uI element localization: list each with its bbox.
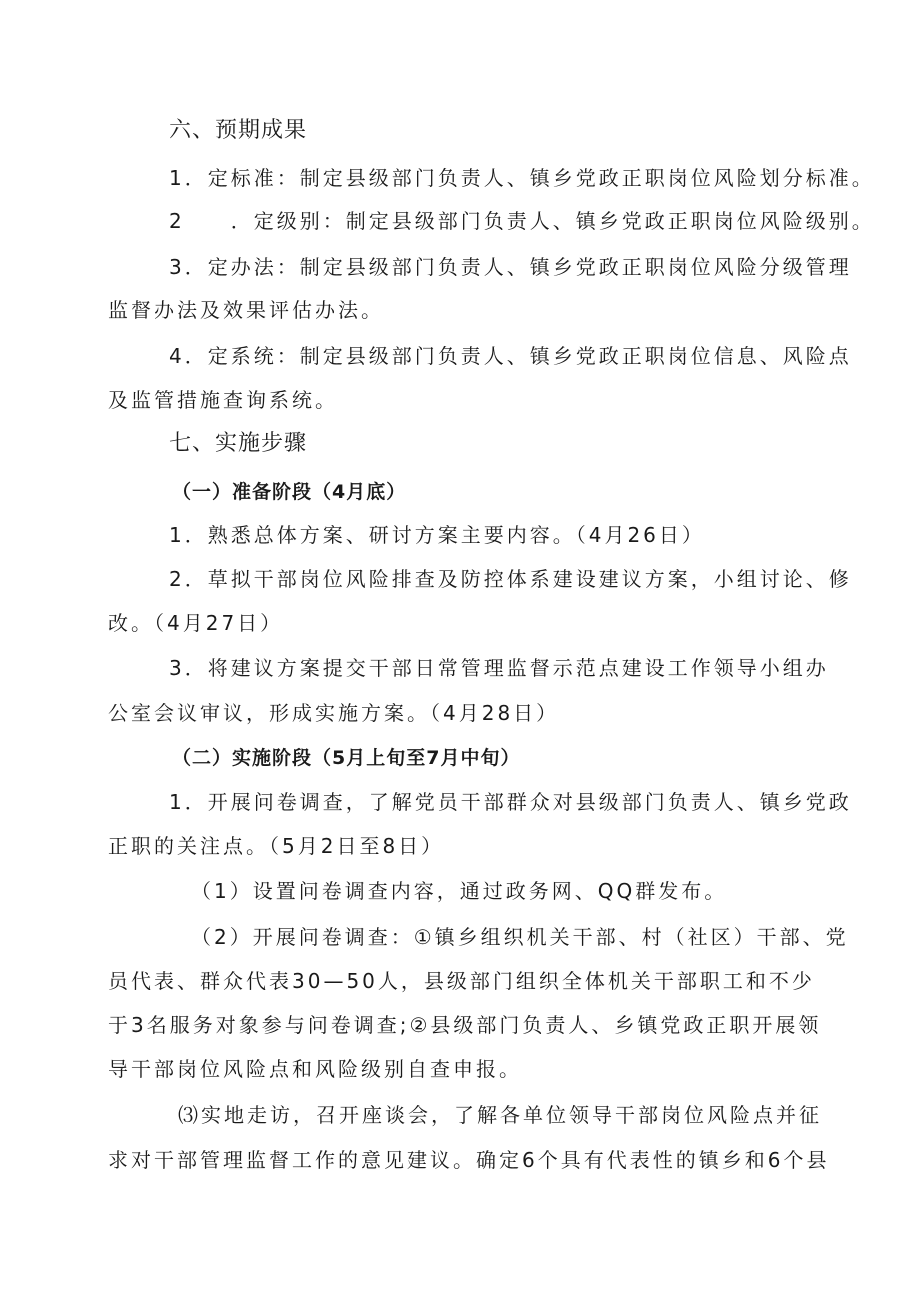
result-item-1: 1．定标准：制定县级部门负责人、镇乡党政正职岗位风险划分标准。 bbox=[169, 166, 875, 190]
impl-sub-3-line-1: ⑶实地走访，召开座谈会，了解各单位领导干部岗位风险点并征 bbox=[178, 1103, 822, 1127]
phase-heading-implementation: （二）实施阶段（5月上旬至7月中旬） bbox=[172, 747, 521, 769]
section-heading-implementation-steps: 七、实施步骤 bbox=[169, 431, 308, 456]
prep-item-2-line-1: 2．草拟干部岗位风险排查及防控体系建设建议方案，小组讨论、修 bbox=[169, 567, 852, 591]
impl-sub-1: （1）设置问卷调查内容，通过政务网、QQ群发布。 bbox=[191, 879, 728, 903]
prep-item-3-line-2: 公室会议审议，形成实施方案。（4月28日） bbox=[108, 701, 560, 725]
result-item-4-line-1: 4．定系统：制定县级部门负责人、镇乡党政正职岗位信息、风险点 bbox=[169, 344, 852, 368]
prep-item-2-line-2: 改。（4月27日） bbox=[108, 611, 284, 635]
phase-heading-preparation: （一）准备阶段（4月底） bbox=[172, 481, 407, 503]
impl-sub-3-line-2: 求对干部管理监督工作的意见建议。确定6个具有代表性的镇乡和6个县 bbox=[108, 1148, 830, 1172]
impl-sub-2-line-4: 导干部岗位风险点和风险级别自查申报。 bbox=[108, 1057, 522, 1081]
impl-sub-2-line-3: 于3名服务对象参与问卷调查;②县级部门负责人、乡镇党政正职开展领 bbox=[108, 1013, 822, 1037]
result-item-2: 2 ．定级别：制定县级部门负责人、镇乡党政正职岗位风险级别。 bbox=[169, 209, 875, 233]
result-item-3-line-2: 监督办法及效果评估办法。 bbox=[108, 298, 384, 322]
impl-item-1-line-1: 1．开展问卷调查，了解党员干部群众对县级部门负责人、镇乡党政 bbox=[169, 790, 852, 814]
prep-item-1: 1．熟悉总体方案、研讨方案主要内容。（4月26日） bbox=[169, 523, 705, 547]
result-item-4-line-2: 及监管措施查询系统。 bbox=[108, 388, 338, 412]
prep-item-3-line-1: 3．将建议方案提交干部日常管理监督示范点建设工作领导小组办 bbox=[169, 656, 829, 680]
impl-sub-2-line-1: （2）开展问卷调查：①镇乡组织机关干部、村（社区）干部、党 bbox=[191, 925, 849, 949]
impl-item-1-line-2: 正职的关注点。（5月2日至8日） bbox=[108, 834, 445, 858]
impl-sub-2-line-2: 员代表、群众代表30—50人，县级部门组织全体机关干部职工和不少 bbox=[108, 969, 815, 993]
section-heading-expected-results: 六、预期成果 bbox=[169, 118, 308, 143]
result-item-3-line-1: 3．定办法：制定县级部门负责人、镇乡党政正职岗位风险分级管理 bbox=[169, 255, 852, 279]
